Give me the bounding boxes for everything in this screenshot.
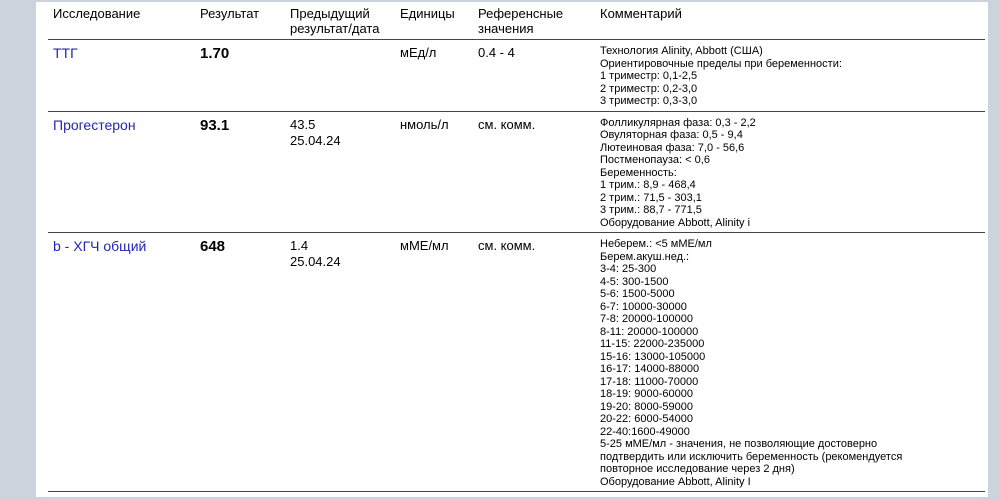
comment-line: 2 триместр: 0,2-3,0 <box>600 82 698 95</box>
result-value: 1.70 <box>200 45 230 62</box>
comment-line: 4-5: 300-1500 <box>600 275 669 288</box>
previous-result-cell <box>290 111 400 233</box>
comment-line: 16-17: 14000-88000 <box>600 363 700 375</box>
comment-line: 15-16: 13000-105000 <box>600 350 706 363</box>
previous-result-date: 25.04.24 <box>290 254 341 269</box>
test-name-link[interactable]: Прогестерон <box>53 116 136 133</box>
comment-line: Фолликулярная фаза: 0,3 - 2,2 <box>600 116 756 129</box>
comment-line: 3 триместр: 0,3-3,0 <box>600 95 698 107</box>
comment-line: подтвердить или исключить беременность (рекомендуется <box>600 450 903 463</box>
previous-result-cell <box>290 233 400 492</box>
comment-line: 2 трим.: 71,5 - 303,1 <box>600 191 702 204</box>
reference-cell: см. комм. <box>478 233 600 492</box>
col-header-comment: Комментарий <box>600 2 985 40</box>
comment-cell <box>600 233 985 492</box>
comment-line: Лютеиновая фаза: 7,0 - 56,6 <box>600 141 745 154</box>
comment-line: 11-15: 22000-235000 <box>600 338 705 350</box>
comment-line: повторное исследование через 2 дня) <box>600 463 795 475</box>
comment-line: 1 триместр: 0,1-2,5 <box>600 70 698 82</box>
comment-line: 7-8: 20000-100000 <box>600 313 693 325</box>
col-header-reference: Референсные значения <box>478 2 600 40</box>
result-row <box>48 111 985 233</box>
reference-cell: см. комм. <box>478 111 600 233</box>
comment-line: 3-4: 25-300 <box>600 263 657 275</box>
previous-result-value: 1.4 <box>290 238 309 253</box>
reference-cell: 0.4 - 4 <box>478 40 600 112</box>
comment-line: Оборудование Abbott, Alinity I <box>600 475 751 488</box>
result-cell <box>200 233 290 492</box>
test-name-cell <box>48 233 200 492</box>
result-value: 93.1 <box>200 116 230 134</box>
comment-line: Оборудование Abbott, Alinity i <box>600 216 751 229</box>
result-cell <box>200 40 290 112</box>
results-table <box>48 2 985 492</box>
comment-line: 17-18: 11000-70000 <box>600 375 699 388</box>
comment-line: Овуляторная фаза: 0,5 - 9,4 <box>600 129 743 141</box>
test-name-cell <box>48 40 200 112</box>
result-row <box>48 40 985 112</box>
result-value: 648 <box>200 238 226 255</box>
lab-report-page <box>36 2 988 497</box>
comment-line: 20-22: 6000-54000 <box>600 413 693 425</box>
comment-line: 8-11: 20000-100000 <box>600 325 699 338</box>
comment-cell <box>600 40 985 112</box>
results-table-body <box>48 40 985 492</box>
comment-line: Ориентировочные пределы при беременности: <box>600 57 842 70</box>
table-header <box>48 2 985 40</box>
comment-line: Берем.акуш.нед.: <box>600 250 690 263</box>
col-header-result: Результат <box>200 2 290 40</box>
previous-result-date: 25.04.24 <box>290 132 341 148</box>
col-header-previous: Предыдущий результат/дата <box>290 2 400 40</box>
previous-result-cell <box>290 40 400 112</box>
test-name-cell <box>48 111 200 233</box>
comment-line: 6-7: 10000-30000 <box>600 300 687 313</box>
comment-line: 18-19: 9000-60000 <box>600 388 693 400</box>
previous-result-value: 43.5 <box>290 116 316 132</box>
comment-line: 5-6: 1500-5000 <box>600 288 675 300</box>
comment-line: 5-25 мМЕ/мл - значения, не позволяющие достоверно <box>600 438 878 450</box>
comment-line: Технология Alinity, Abbott (США) <box>600 45 763 57</box>
comment-line: 1 трим.: 8,9 - 468,4 <box>600 179 696 191</box>
units-cell: мЕд/л <box>400 40 478 112</box>
comment-line: 22-40:1600-49000 <box>600 425 690 438</box>
table-header-row <box>48 2 985 40</box>
units-cell: нмоль/л <box>400 111 478 233</box>
test-name-link[interactable]: ТТГ <box>53 45 78 61</box>
comment-line: Постменопауза: < 0,6 <box>600 154 710 166</box>
col-header-units: Единицы <box>400 2 478 40</box>
comment-line: Беременность: <box>600 166 677 179</box>
test-name-link[interactable]: b - ХГЧ общий <box>53 238 147 254</box>
comment-line: 19-20: 8000-59000 <box>600 400 693 413</box>
comment-line: 3 трим.: 88,7 - 771,5 <box>600 204 702 216</box>
comment-line: Неберем.: <5 мМЕ/мл <box>600 238 712 250</box>
comment-cell <box>600 111 985 233</box>
result-cell <box>200 111 290 233</box>
result-row <box>48 233 985 492</box>
col-header-test: Исследование <box>48 2 200 40</box>
units-cell: мМЕ/мл <box>400 233 478 492</box>
